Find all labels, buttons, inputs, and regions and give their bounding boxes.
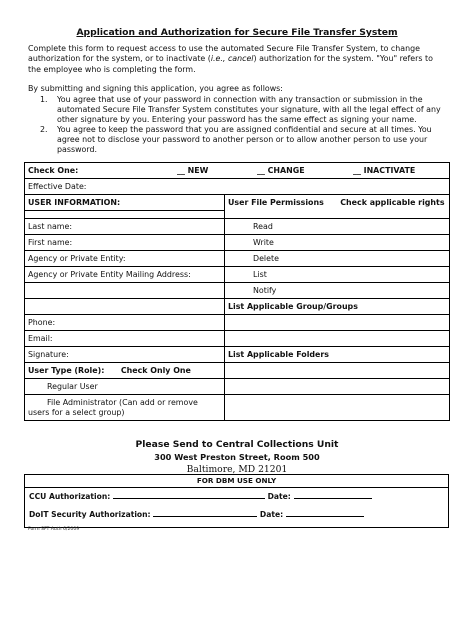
folders-field-1[interactable] <box>225 363 450 379</box>
application-form-table <box>24 162 450 421</box>
groups-field-2[interactable] <box>225 331 450 347</box>
agency-address-field[interactable]: Agency or Private Entity Mailing Address: <box>25 267 225 283</box>
right-read[interactable]: Read <box>225 219 450 235</box>
option-inactivate[interactable]: __ INACTIVATE <box>353 166 416 175</box>
doit-date-line[interactable] <box>286 508 364 517</box>
permissions-header: User File Permissions Check applicable rights <box>225 195 450 219</box>
agreement-item-2: 2. You agree to keep the password that you are assigned confidential and secure at all times. You agree not to disclose your password to another person or to allow another person to use your password. <box>40 125 432 155</box>
right-delete[interactable]: Delete <box>225 251 450 267</box>
right-list[interactable]: List <box>225 267 450 283</box>
role-regular-user[interactable]: Regular User <box>25 379 225 395</box>
intro-paragraph: Complete this form to request access to use the automated Secure File Transfer System, to change authorization for the system, or to inactivate (i.e., cancel) authorization for the system. "You" refers to the employee who is completing the form. <box>28 44 433 74</box>
groups-field-1[interactable] <box>225 315 450 331</box>
check-one-cell[interactable]: Check One: __ NEW __ CHANGE __ INACTIVATE <box>25 163 450 179</box>
doit-authorization-row: DoIT Security Authorization: Date: <box>29 508 364 519</box>
send-street: 300 West Preston Street, Room 500 <box>154 452 320 462</box>
groups-header: List Applicable Group/Groups <box>225 299 450 315</box>
agency-field[interactable]: Agency or Private Entity: <box>25 251 225 267</box>
doit-authorization-line[interactable] <box>153 508 257 517</box>
send-address <box>0 439 474 475</box>
last-name-field[interactable]: Last name: <box>25 219 225 235</box>
right-write[interactable]: Write <box>225 235 450 251</box>
check-one-row <box>25 163 450 179</box>
option-change[interactable]: __ CHANGE <box>257 166 305 175</box>
email-field[interactable]: Email: <box>25 331 225 347</box>
folders-field-3[interactable] <box>225 395 450 421</box>
user-type-header: User Type (Role): Check Only One <box>25 363 225 379</box>
first-name-field[interactable]: First name: <box>25 235 225 251</box>
agreement-item-1: 1. You agree that use of your password in connection with any transaction or submission in the automated Secure File Transfer System constitutes your signature, with all the legal effect of any other signature by you. Entering your password has the same effect as signing your name. <box>40 95 441 125</box>
phone-field[interactable]: Phone: <box>25 315 225 331</box>
signature-field[interactable]: Signature: <box>25 347 225 363</box>
agreement-lead: By submitting and signing this application, you agree as follows: <box>28 84 283 93</box>
user-information-header: USER INFORMATION: <box>25 195 225 211</box>
address-continuation-field[interactable] <box>25 283 225 299</box>
right-notify[interactable]: Notify <box>225 283 450 299</box>
folders-field-2[interactable] <box>225 379 450 395</box>
effective-date-field[interactable]: Effective Date: <box>25 179 450 195</box>
dbm-header: FOR DBM USE ONLY <box>25 475 448 488</box>
folders-header: List Applicable Folders <box>225 347 450 363</box>
role-file-administrator[interactable]: File Administrator (Can add or remove users for a select group) <box>25 395 225 421</box>
address-continuation-field-2[interactable] <box>25 299 225 315</box>
dbm-use-box <box>24 474 449 528</box>
ccu-authorization-line[interactable] <box>113 490 265 499</box>
form-title: Application and Authorization for Secure File Transfer System <box>76 27 398 38</box>
send-city: Baltimore, MD 21201 <box>186 464 288 475</box>
form-footer: Form SFT Auth 6/2009 <box>28 527 80 532</box>
ccu-date-line[interactable] <box>294 490 372 499</box>
option-new[interactable]: __ NEW <box>177 166 209 175</box>
send-heading: Please Send to Central Collections Unit <box>135 439 339 450</box>
ccu-authorization-row: CCU Authorization: Date: <box>29 490 372 501</box>
